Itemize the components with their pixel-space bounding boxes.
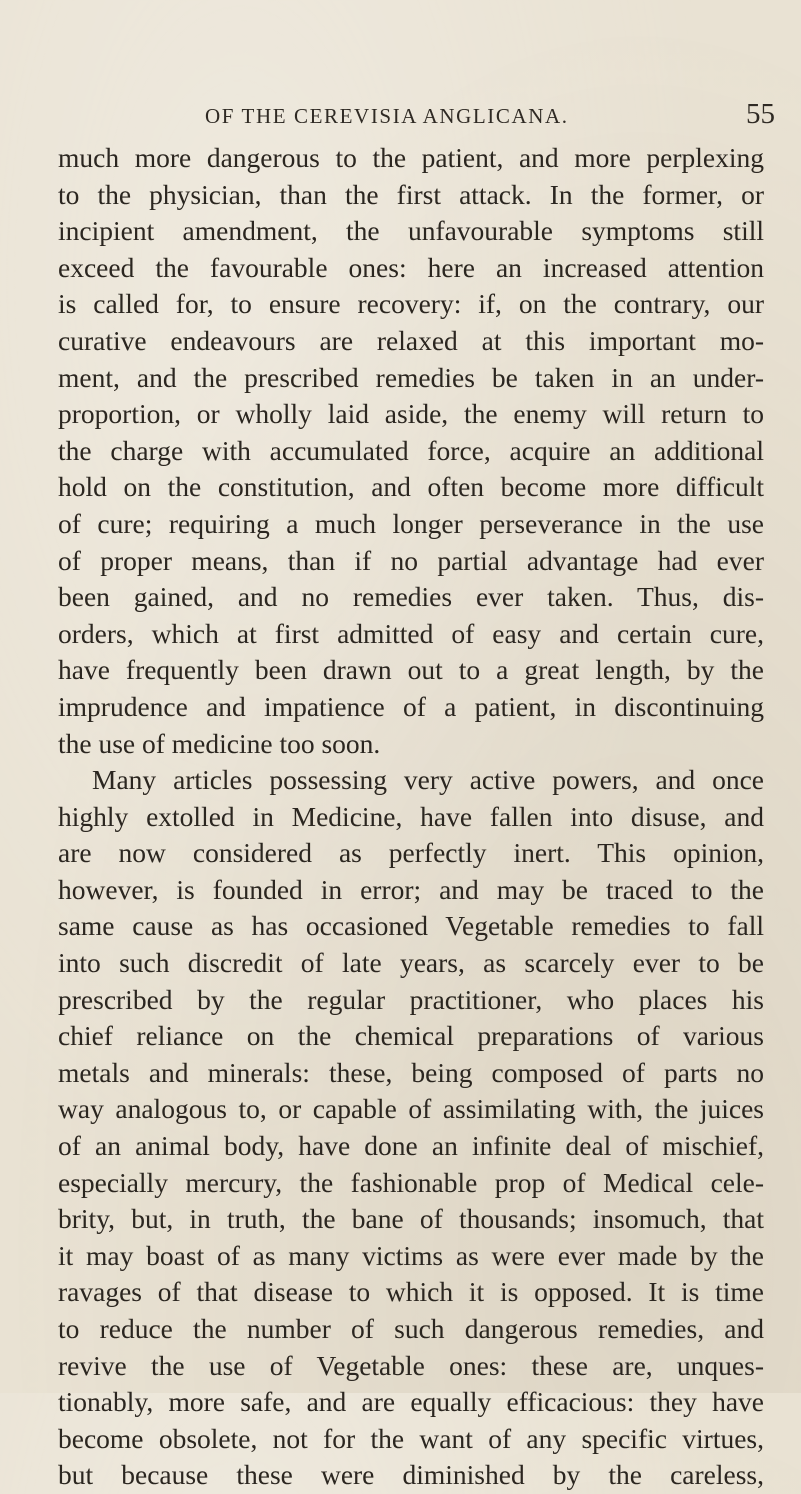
text-line: of cure; requiring a much longer perseverance in the use [58,507,764,539]
text-line: especially mercury, the fashionable prop of Medical cele- [58,1166,764,1198]
text-line: incipient amendment, the unfavourable symptoms still [58,215,764,247]
running-title: OF THE CEREVISIA ANGLICANA. [205,104,569,128]
text-line: metals and minerals: these, being composed of parts no [58,1056,764,1088]
text-line: are now considered as perfectly inert. This opinion, [58,837,764,869]
text-line: orders, which at first admitted of easy and certain cure, [58,617,764,649]
text-line: way analogous to, or capable of assimilating with, the juices [58,1093,764,1125]
text-line: is called for, to ensure recovery: if, on the contrary, our [58,288,764,320]
running-head [0,98,801,134]
page-number: 55 [746,98,775,130]
text-line: much more dangerous to the patient, and more perplexing [58,142,764,173]
text-line: prescribed by the regular practitioner, who places his [58,983,764,1015]
text-line: the charge with accumulated force, acquire an additional [58,434,764,466]
text-line: but because these were diminished by the careless, [58,1459,764,1491]
text-line: it may boast of as many victims as were ever made by the [58,1239,764,1271]
text-line: curative endeavours are relaxed at this important mo- [58,324,764,356]
text-line: imprudence and impatience of a patient, in discontinuing [58,690,764,722]
text-line: hold on the constitution, and often become more difficult [58,471,764,503]
text-line: brity, but, in truth, the bane of thousands; insomuch, that [58,1203,764,1235]
text-line: become obsolete, not for the want of any specific virtues, [58,1422,764,1454]
text-line: into such discredit of late years, as scarcely ever to be [58,947,764,979]
text-line: proportion, or wholly laid aside, the enemy will return to [58,398,764,430]
paragraph-1 [58,140,764,762]
text-line: have frequently been drawn out to a great length, by the [58,654,764,686]
text-line: highly extolled in Medicine, have fallen into disuse, and [58,800,764,832]
paragraph-2 [58,762,764,1494]
text-line: Many articles possessing very active powers, and once [92,764,764,796]
text-line: ravages of that disease to which it is opposed. It is time [58,1276,764,1308]
text-line: chief reliance on the chemical preparations of various [58,1020,764,1052]
text-line: exceed the favourable ones: here an increased attention [58,251,764,283]
text-line: ment, and the prescribed remedies be taken in an under- [58,361,764,393]
text-line: of an animal body, have done an infinite deal of mischief, [58,1130,764,1162]
text-line: to the physician, than the first attack. In the former, or [58,178,764,210]
body-text [58,140,764,1494]
text-line: same cause as has occasioned Vegetable remedies to fall [58,910,764,942]
text-line: tionably, more safe, and are equally efficacious: they have [58,1386,764,1418]
text-line: of proper means, than if no partial advantage had ever [58,544,764,576]
text-line: been gained, and no remedies ever taken. Thus, dis- [58,581,764,613]
text-line: the use of medicine too soon. [58,727,381,759]
text-line: however, is founded in error; and may be traced to the [58,873,764,905]
text-line: revive the use of Vegetable ones: these are, unques- [58,1349,764,1381]
text-line: to reduce the number of such dangerous remedies, and [58,1313,764,1344]
